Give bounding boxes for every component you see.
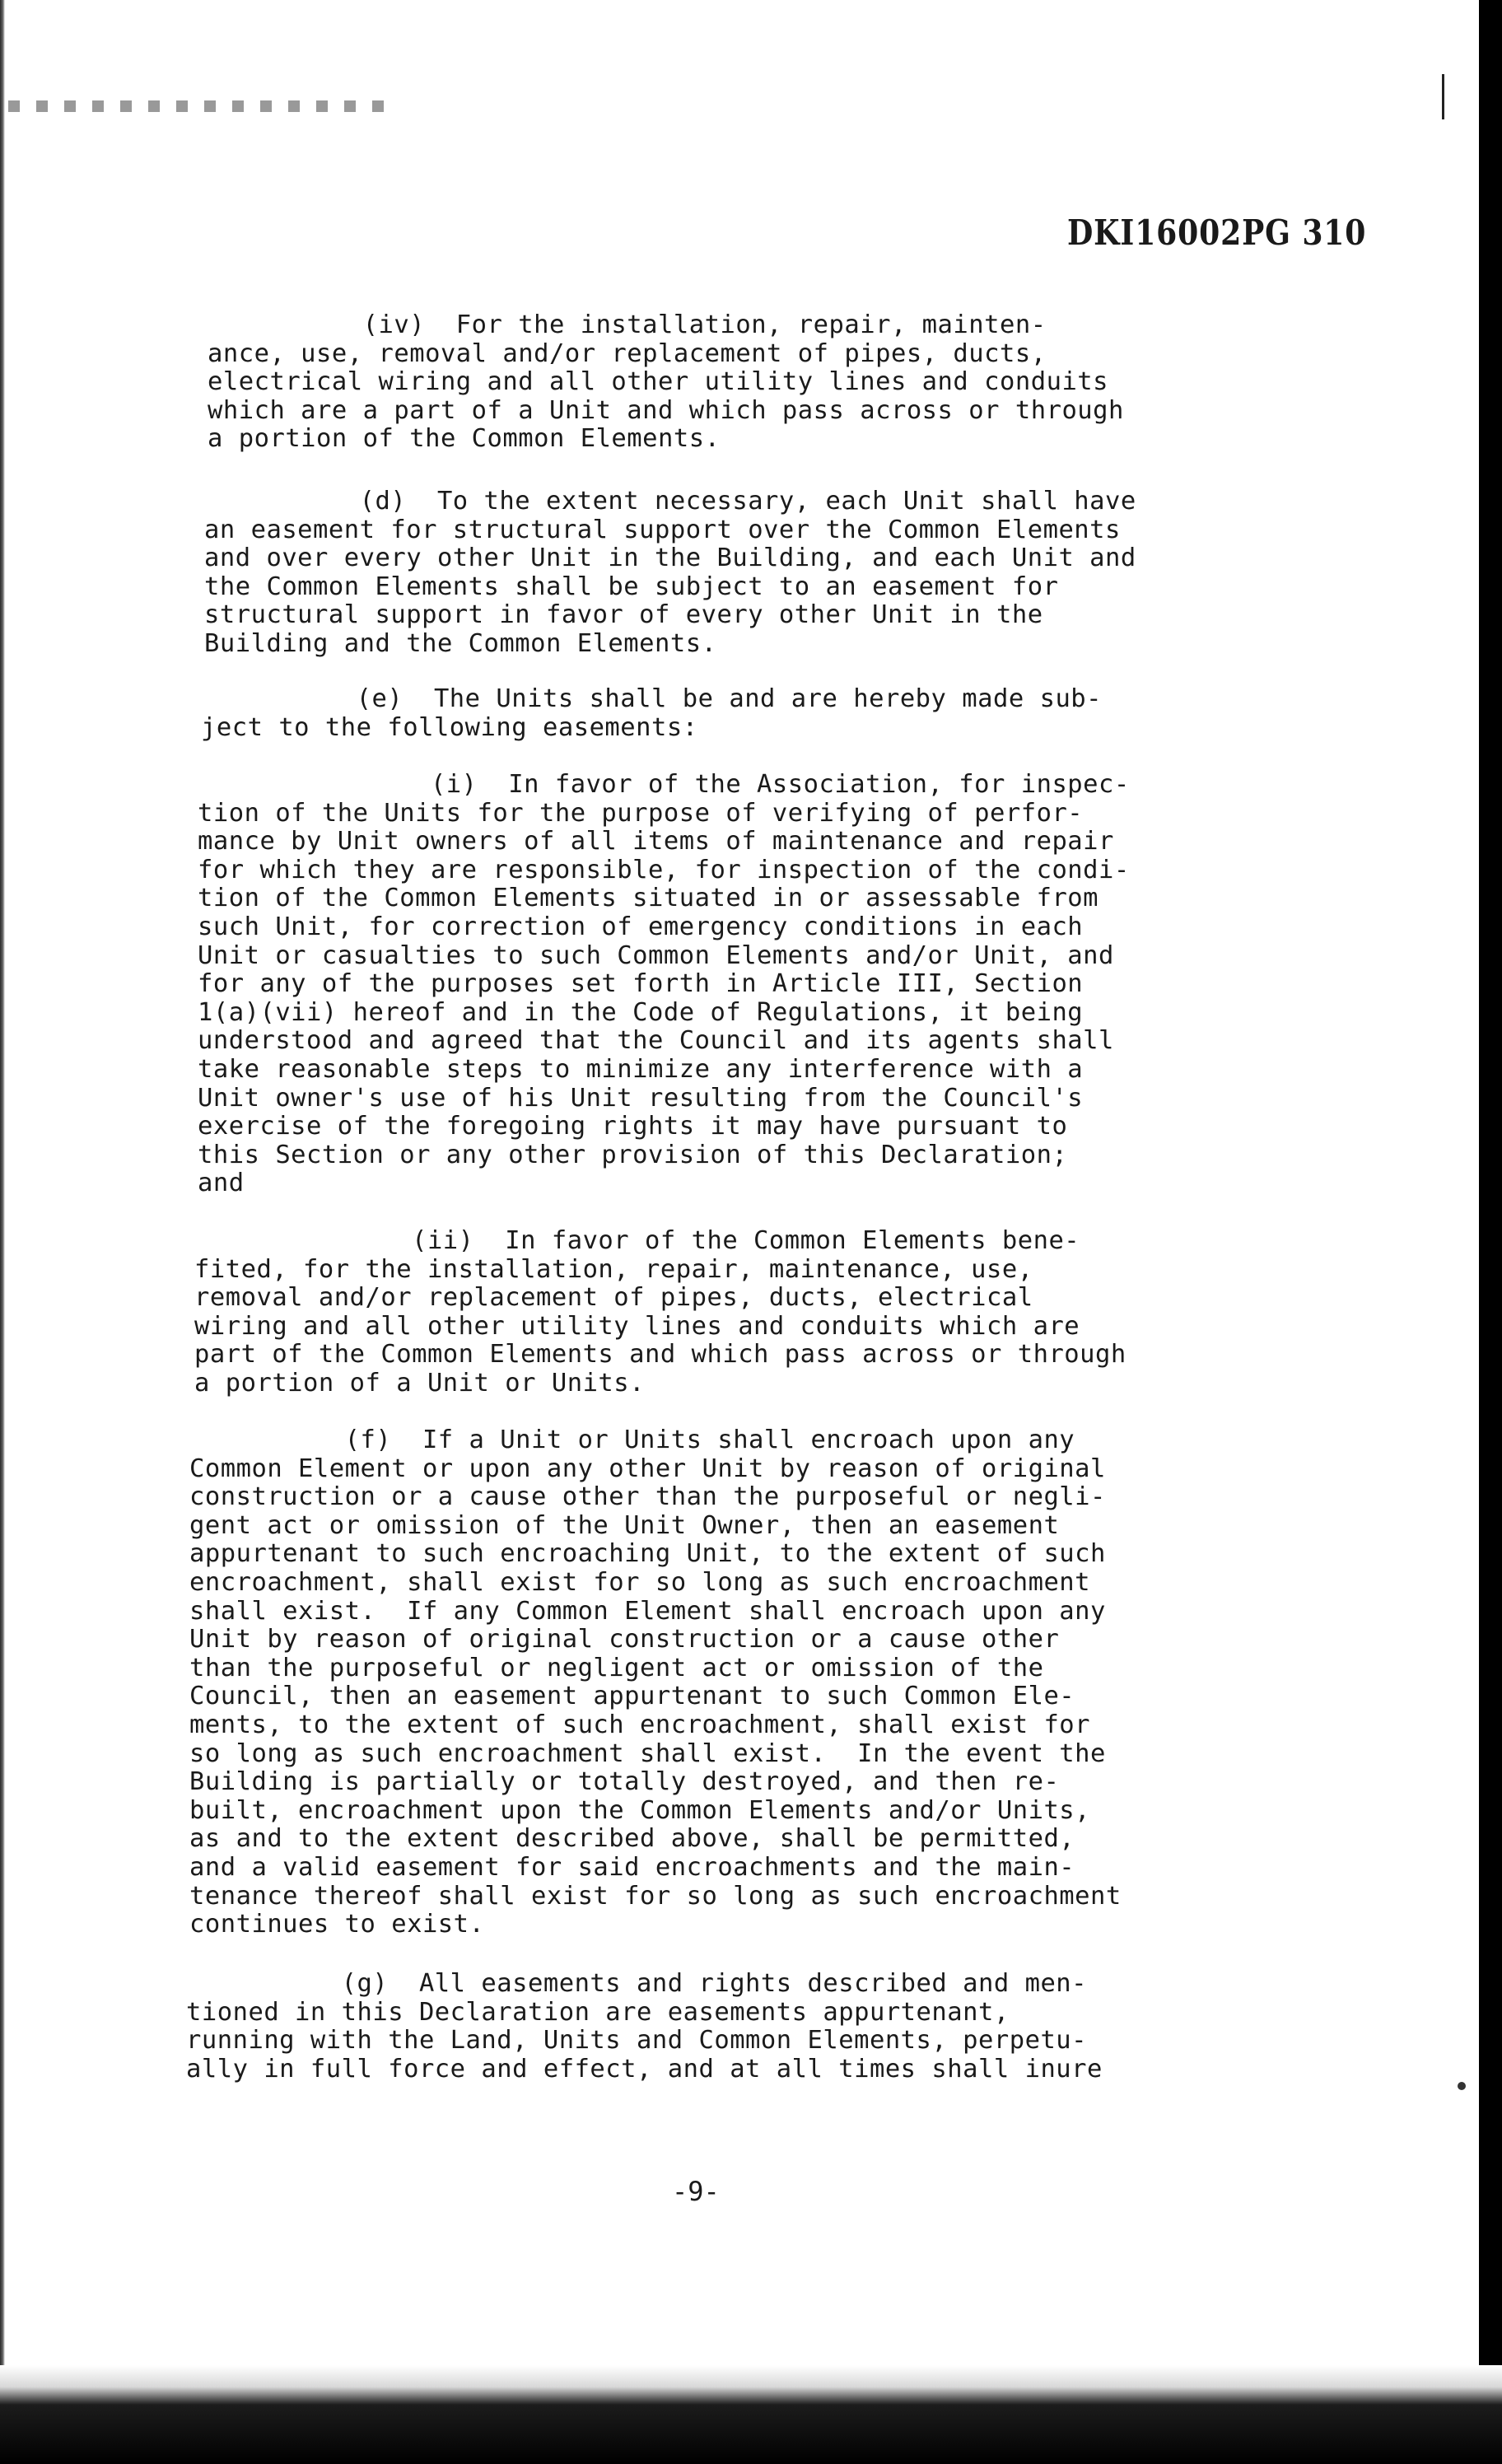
- punch-hole-mark: [1458, 2082, 1466, 2090]
- paragraph-iv: (iv) For the installation, repair, mainten- ance, use, removal and/or replacement of pipes, ducts, electrical wiring and all other utility lines and conduits which are a part of a Unit and which pass across or through a portion of the Common Elements.: [208, 310, 1124, 454]
- paragraph-e: (e) The Units shall be and are hereby made sub- ject to the following easements:: [201, 684, 1103, 742]
- book-page-reference: DKI16002PG 310: [1067, 212, 1367, 253]
- paragraph-d: (d) To the extent necessary, each Unit shall have an easement for structural support over the Common Elements and over every other Unit in the Building, and each Unit and the Common Elements shall be subject to an easement for structural support in favor of every other Unit in the Building and the Common Elements.: [204, 487, 1136, 658]
- margin-mark: [1442, 74, 1444, 119]
- scan-artifact-dashes: [8, 100, 395, 112]
- page-number: -9-: [672, 2176, 720, 2207]
- scan-left-edge: [0, 0, 5, 2464]
- paragraph-e-i: (i) In favor of the Association, for inspec- tion of the Units for the purpose of verifying of perfor- mance by Unit owners of all items of maintenance and repair for which they are responsible, for inspection of the condi- tion of the Common Elements situated in or assessable from such Unit, for correction of emergency conditions in each Unit or casualties to such Common Elements and/or Unit, and for any of the purposes set forth in Article III, Section 1(a)(vii) hereof and in the Code of Regulations, it being understood and agreed that the Council and its agents shall take reasonable steps to minimize any interference with a Unit owner's use of his Unit resulting from the Council's exercise of the foregoing rights it may have pursuant to this Section or any other provision of this Declaration; and: [198, 770, 1130, 1198]
- scan-right-edge: [1479, 0, 1502, 2464]
- paragraph-e-ii: (ii) In favor of the Common Elements bene- fited, for the installation, repair, maintenance, use, removal and/or replacement of pipes, ducts, electrical wiring and all other utility lines and conduits which are part of the Common Elements and which pass across or through a portion of a Unit or Units.: [194, 1226, 1126, 1398]
- paragraph-f: (f) If a Unit or Units shall encroach upon any Common Element or upon any other Unit by reason of original construction or a cause other than the purposeful or negli- gent act or omission of the Unit Owner, then an easement appurtenant to such encroaching Unit, to the extent of such encroachment, shall exist for so long as such encroachment shall exist. If any Common Element shall encroach upon any Unit by reason of original construction or a cause other than the purposeful or negligent act or omission of the Council, then an easement appurtenant to such Common Ele- ments, to the extent of such encroachment, shall exist for so long as such encroachment shall exist. In the event the Building is partially or totally destroyed, and then re- built, encroachment upon the Common Elements and/or Units, as and to the extent described above, shall be permitted, and a valid easement for said encroachments and the main- tenance thereof shall exist for so long as such encroachment continues to exist.: [189, 1426, 1122, 1939]
- paragraph-g: (g) All easements and rights described and men- tioned in this Declaration are easements appurtenant, running with the Land, Units and Common Elements, perpetu- ally in full force and effect, and at all times shall inure: [186, 1969, 1103, 2084]
- scan-bottom-edge: [0, 2365, 1502, 2464]
